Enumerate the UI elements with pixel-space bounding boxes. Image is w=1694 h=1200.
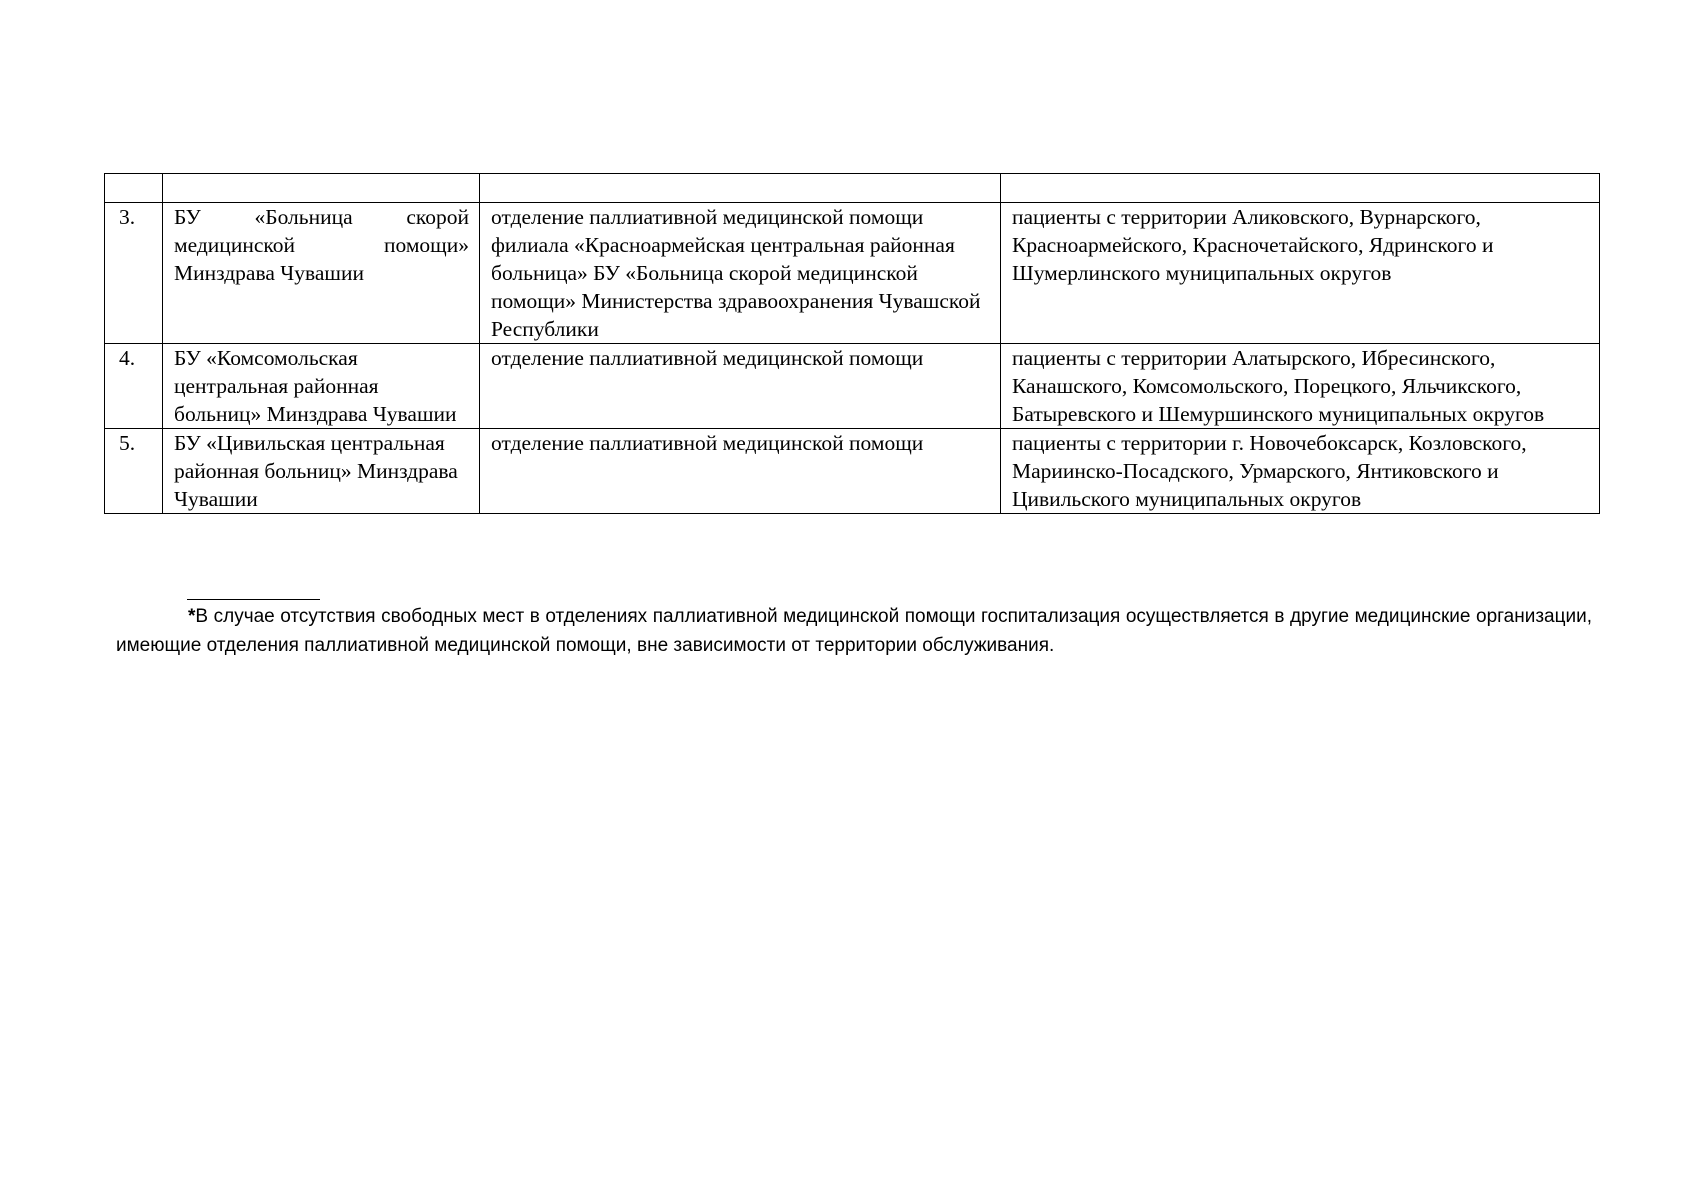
table-row (105, 429, 1600, 514)
header-cell-patients (1001, 174, 1600, 203)
table-header-row (105, 174, 1600, 203)
table-row (105, 344, 1600, 429)
header-cell-dept (480, 174, 1001, 203)
patient-territory: пациенты с территории Алатырского, Ибресинского, Канашского, Комсомольского, Порецкого, Яльчикского, Батыревского и Шемуршинского муниципальных округов (1001, 344, 1600, 429)
footnote-text: В случае отсутствия свободных мест в отделениях паллиативной медицинской помощи госпитализация осуществляется в другие медицинские организации, имеющие отделения паллиативной медицинской помощи, вне зависимости от территории обслуживания. (116, 606, 1592, 656)
row-number: 5. (105, 429, 163, 514)
organization-name: БУ «Комсомольская центральная районная больниц» Минздрава Чувашии (163, 344, 480, 429)
department-name: отделение паллиативной медицинской помощи (480, 344, 1001, 429)
footnote-separator (187, 599, 320, 600)
patient-territory: пациенты с территории Аликовского, Вурнарского, Красноармейского, Красночетайского, Ядринского и Шумерлинского муниципальных округов (1001, 203, 1600, 344)
footnote (116, 602, 1592, 660)
header-cell-org (163, 174, 480, 203)
department-name: отделение паллиативной медицинской помощи (480, 429, 1001, 514)
row-number: 4. (105, 344, 163, 429)
header-cell-num (105, 174, 163, 203)
table-row (105, 203, 1600, 344)
organization-name: БУ «Больница скорой медицинской помощи» Минздрава Чувашии (163, 203, 480, 344)
department-name: отделение паллиативной медицинской помощи филиала «Красноармейская центральная районная больница» БУ «Больница скорой медицинской помощи» Министерства здравоохранения Чувашской Республики (480, 203, 1001, 344)
row-number: 3. (105, 203, 163, 344)
patient-territory: пациенты с территории г. Новочебоксарск, Козловского, Мариинско-Посадского, Урмарского, Янтиковского и Цивильского муниципальных округов (1001, 429, 1600, 514)
organization-name: БУ «Цивильская центральная районная больниц» Минздрава Чувашии (163, 429, 480, 514)
hospital-table (104, 173, 1600, 514)
footnote-mark: * (188, 606, 196, 627)
